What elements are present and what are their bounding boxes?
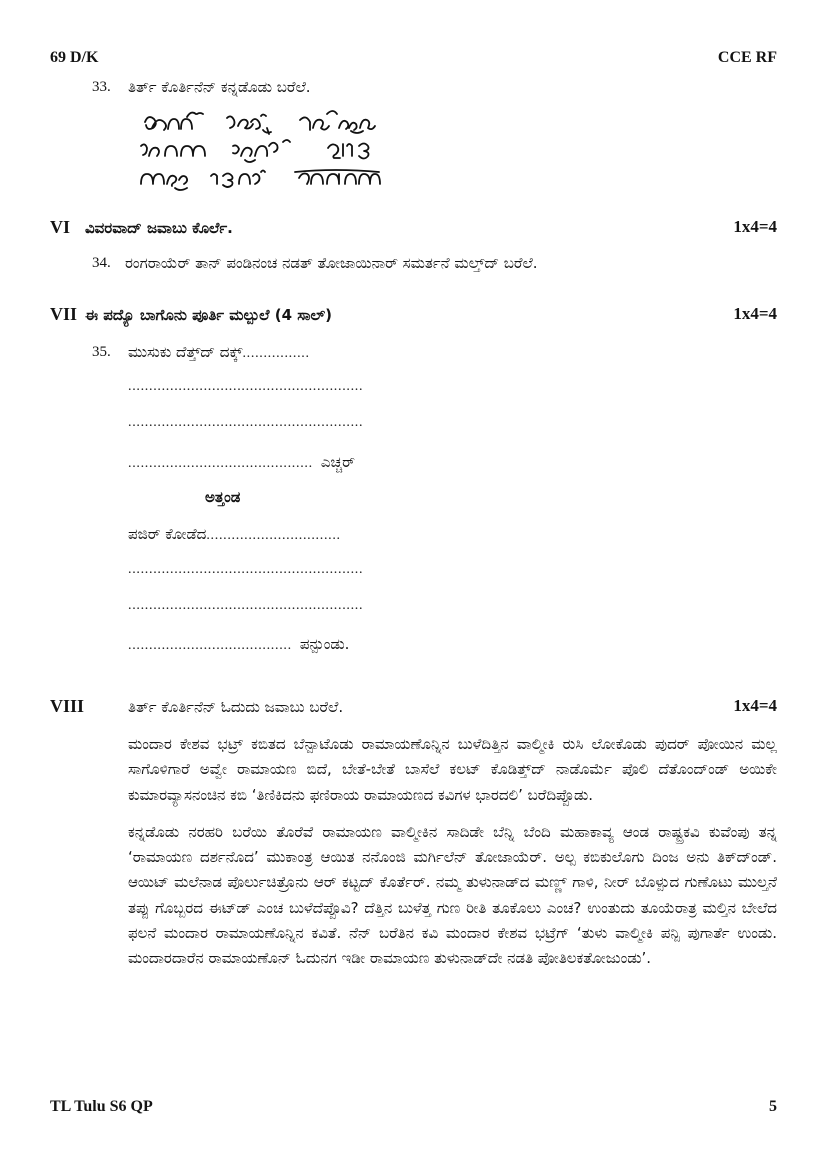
passage-line: ಬರೆತಿನ ಕವಿ ಮಂದಾರ ಕೇಶವ ಭಟ್ರೆಗ್ ‘ತುಳು ವಾಲ್ಮೀಕಿ ಪನ್ಪಿ ಪುಗಾರ್ತೆ ಉಂಡು. ಮಂದಾರದಾರೆನ: [128, 924, 777, 968]
poem-line-1: [128, 342, 310, 362]
section-numeral-vii: VII: [50, 304, 78, 324]
question-number-33: 33.: [92, 79, 111, 95]
section-numeral-vi: VI: [50, 217, 71, 237]
poem-line-text: ಮುಸುಕು ದೆತ್ತ್‌ದ್ ದಕ್ಕ್: [128, 343, 243, 361]
page-number: 5: [769, 1098, 777, 1115]
blank-dots: ........................................................: [128, 562, 364, 577]
poem-line-8: [128, 634, 349, 654]
passage-line: ಆರ್ ಕಟ್ಟದ್ ಕೊರ್ತೆರ್. ನಮ್ಮ ತುಳುನಾಡ್‌ದ ಮಣ್ಣ್ ಗಾಳಿ, ನೀರ್ ಬೊಳ್ಪುದ ಗುಣೊಟು ಮುಲ್ತನೆ: [313, 873, 777, 892]
passage-line: ರಾಮಾಯಣೊನ್ ಓದುನಗ ಇಡೀ ರಾಮಾಯಣ ತುಳುನಾಡ್‌ದೇ ನಡತಿ ಪೋತಿಲಕತೋಜುಂಡು’.: [208, 949, 652, 968]
section-marks-vii: 1x4=4: [733, 304, 777, 323]
passage-paragraph-1: [128, 732, 777, 808]
poem-line-7: [128, 598, 363, 614]
passage-line: ಉಂತುದು ತೂಯೆರಾತ್ರ ಮಲ್ತಿನ ಬೇಲೆದ ಫಲನೆ ಮಂದಾರ ರಾಮಾಯಣೊನ್ನಿನ ಕವಿತೆ. ನೆನ್: [128, 898, 777, 943]
question-text-33: ತಿರ್ತ್ ಕೊರ್ತಿನೆನ್ ಕನ್ನಡೊಡು ಬರೆಲೆ.: [128, 78, 311, 96]
poem-connector: ಅತ್ತಂಡ: [205, 488, 241, 506]
section-marks-viii: 1x4=4: [733, 696, 777, 715]
tulu-script-handwriting: [135, 100, 395, 195]
poem-line-2: [128, 379, 363, 395]
passage-line: ಆಂಡ ರಾಷ್ಟ್ರಕವಿ ಕುವೆಂಪು ತನ್ನ ‘ರಾಮಾಯಣ ದರ್ಶನೊದ’ ಮುಕಾಂತ್ರ ಆಯಿತ ನನೊಂಜಿ ಮರ್ಗಿಲೆನ್: [128, 822, 777, 867]
section-title-viii: ತಿರ್ತ್ ಕೊರ್ತಿನೆನ್ ಓದುದು ಜವಾಬು ಬರೆಲೆ.: [128, 698, 344, 716]
poem-line-6: [128, 562, 363, 578]
passage-line: ಲೋಕೊಡು ಪುದರ್ ಪೋಯಿನ ಮಲ್ಲ ಸಾಗೊಳಿಗಾರೆ ಅವ್ವೇ ರಾಮಾಯಣ ಬಿದೆ, ಬೇತೆ-ಬೇತೆ: [128, 735, 777, 779]
question-text-34: ರಂಗರಾಯೆರ್ ತಾನ್ ಪಂಡಿನಂಚ ನಡತ್ ತೋಜಾಯಿನಾರ್ ಸಮರ್ತನೆ ಮಲ್ತ್‌ದ್ ಬರೆಲೆ.: [125, 254, 538, 272]
passage-line: ‘ತಿಣಿಕಿದನು ಫಣಿರಾಯ ರಾಮಾಯಣದ ಕವಿಗಳ ಭಾರದಲಿ’ ಬರೆದಿಪ್ಪೊಡು.: [251, 785, 594, 804]
section-title-vi: ವಿವರವಾದ್ ಜವಾಬು ಕೊರ್ಲೆ.: [85, 219, 233, 237]
passage-line: ತಪ್ಪು ಗೊಬ್ಬರದ ಈಟ್‌ಡ್ ಎಂಚ ಬುಳೆದೆಪ್ಪೊವಿ? ದೆತ್ತಿನ ಬುಳೆತ್ತ ಗುಣ ರೀತಿ ತೂಕೊಲು ಎಂಚ?: [128, 898, 582, 917]
poem-line-text: ಪನ್ಪುಂಡು.: [299, 635, 350, 653]
blank-dots: ........................................................: [128, 415, 364, 430]
blank-dots: ........................................................: [128, 379, 364, 394]
passage-line: ಬಾಸೆಲೆ ಕಲಟ್ ಕೊಡಿತ್ತ್‌ದ್ ನಾಡೊರ್ಮೆ ಪೊಲಿ ದೆತೊಂದ್‌ಂಡ್ ಅಯಿಕೇ ಕುಮಾರವ್ಯಾಸನಂಚಿನ ಕಬಿ: [128, 760, 777, 804]
section-numeral-viii: VIII: [50, 696, 85, 716]
blank-dots: ........................................................: [128, 598, 364, 613]
section-marks-vi: 1x4=4: [733, 217, 777, 236]
blank-dots: ................................: [206, 528, 341, 543]
question-number-34: 34.: [92, 255, 111, 271]
footer-paper-name: TL Tulu S6 QP: [50, 1098, 153, 1115]
blank-dots: ............................................: [128, 456, 313, 471]
passage-line: ತೋಜಾಯೆರ್. ಅಲ್ಪ ಕಬಿಕುಲೊಗು ದಿಂಜ ಅನು ತಿಕ್‌ದ್‌ಂಡ್. ಆಯಿಟ್ ಮಲೆನಾಡ ಪೊರ್ಲುಚಿತ್ರೊನು: [128, 848, 777, 892]
blank-dots: ................: [242, 346, 310, 361]
poem-line-3: [128, 415, 363, 431]
passage-paragraph-2: [128, 820, 777, 972]
poem-line-text: ಎಚ್ಚರ್: [320, 453, 355, 471]
poem-line-4: [128, 452, 355, 472]
poem-line-5: [128, 524, 341, 544]
passage-line: ಮಂದಾರ ಕೇಶವ ಭಟ್ರ್ ಕಬಿತದ ಬೆನ್ಪಾಟೊಡು ರಾಮಾಯಣೊನ್ನಿನ ಬುಳೆದಿತ್ತಿನ ವಾಲ್ಮೀಕಿ ರುಸಿ: [128, 735, 584, 753]
paper-series: CCE RF: [717, 49, 777, 66]
passage-line: ಕನ್ನಡೊಡು ನರಹರಿ ಬರೆಯಿ ತೊರೆವೆ ರಾಮಾಯಣ ವಾಲ್ಮೀಕಿನ ಸಾದಿಡೇ ಬೆನ್ನಿ ಬೆಂದಿ ಮಹಾಕಾವ್ಯ: [128, 822, 614, 841]
reading-passage: [128, 732, 777, 984]
poem-line-text: ಪಜಿರ್ ಕೋಡೆದ: [128, 525, 207, 543]
section-title-vii: ಈ ಪದ್ಯೊ ಬಾಗೊನು ಪೂರ್ತಿ ಮಲ್ಪುಲೆ (4 ಸಾಲ್): [85, 306, 332, 324]
blank-dots: .......................................: [128, 638, 292, 653]
paper-code: 69 D/K: [50, 49, 99, 66]
question-number-35: 35.: [92, 344, 111, 360]
